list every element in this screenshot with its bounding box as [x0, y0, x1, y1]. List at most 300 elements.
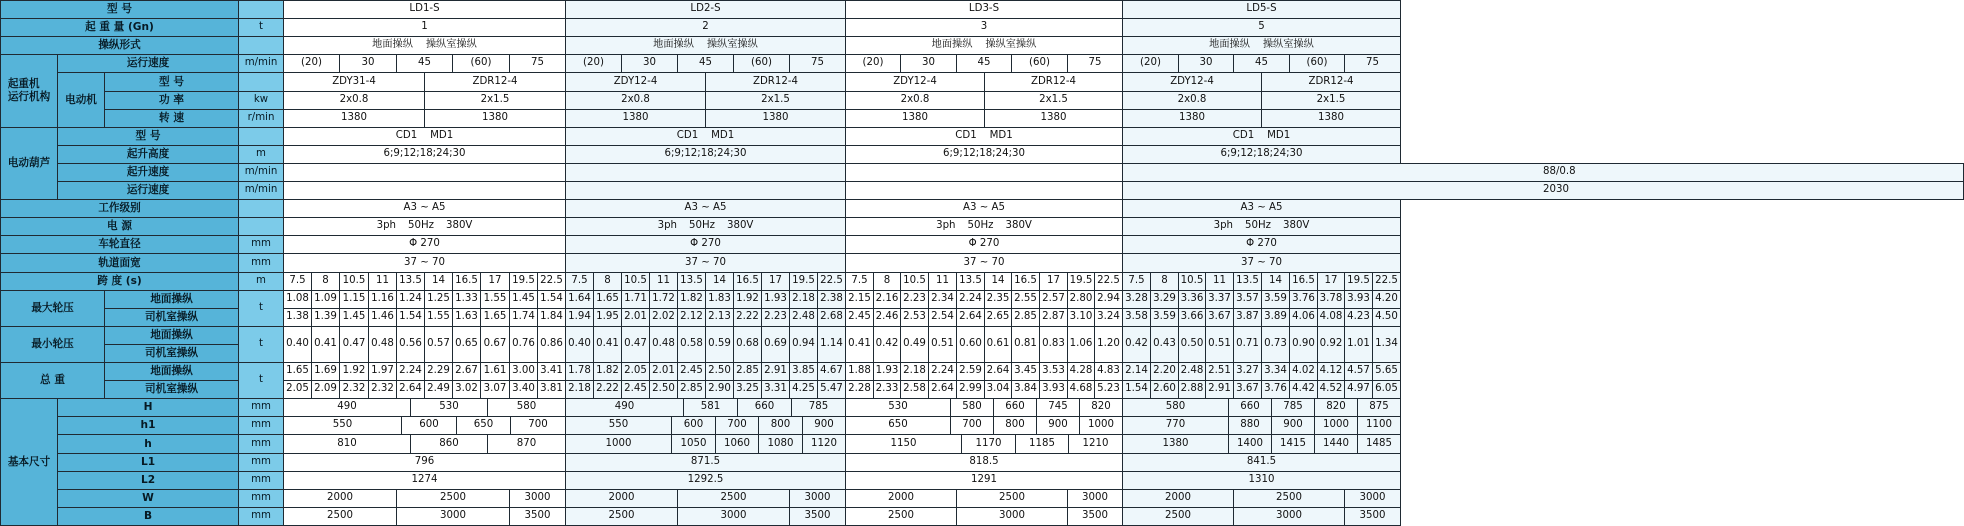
dim-b-2-2: 3500 [1067, 507, 1123, 526]
span-2-0: 7.5 [845, 272, 874, 291]
min-3-4: 0.71 [1233, 326, 1262, 363]
model-2: LD3-S [845, 0, 1123, 19]
weight-cab-2-8: 4.68 [1067, 380, 1095, 399]
weight-ground-3-3: 2.51 [1205, 362, 1234, 381]
span-2-3: 11 [928, 272, 957, 291]
travel-speed-1-1: 30 [621, 54, 678, 73]
motor-speed-label-unit: r/min [238, 109, 284, 128]
max-ground-1-0: 1.64 [565, 290, 594, 309]
min-0-4: 0.56 [396, 326, 425, 363]
span-0-6: 16.5 [452, 272, 481, 291]
dim-unit-6: mm [238, 507, 284, 526]
max-ground-3-6: 3.76 [1289, 290, 1318, 309]
model-label-unit [238, 0, 284, 19]
weight-cab-2-3: 2.64 [928, 380, 957, 399]
weight-cab-1-6: 3.25 [733, 380, 762, 399]
dim-h1-2-2: 800 [993, 416, 1037, 435]
dim-l1-2-0: 818.5 [845, 453, 1123, 472]
dim-w-2-2: 3000 [1067, 489, 1123, 508]
dim-h-2-0: 530 [845, 398, 951, 417]
weight-ground-0-6: 2.67 [452, 362, 481, 381]
weight-ground-1-0: 1.78 [565, 362, 594, 381]
min-2-6: 0.81 [1011, 326, 1040, 363]
max-cab-0-1: 1.39 [311, 308, 340, 327]
wheel-dia-0: Φ 270 [283, 235, 566, 254]
dim-h1-1-4: 900 [802, 416, 846, 435]
max-ground-1-3: 1.72 [649, 290, 678, 309]
span-2-9: 22.5 [1094, 272, 1123, 291]
weight-cab-3-5: 3.76 [1261, 380, 1290, 399]
max-ground-0-4: 1.24 [396, 290, 425, 309]
max-ground-0-5: 1.25 [424, 290, 453, 309]
lift-height-0: 6;9;12;18;24;30 [283, 145, 566, 164]
motor-power-2-1: 2x1.5 [984, 91, 1123, 110]
dim-b-3-0: 2500 [1122, 507, 1234, 526]
max-cab-2-0: 2.45 [845, 308, 874, 327]
hoist-model-3: CD1 MD1 [1122, 127, 1401, 146]
span-3-9: 22.5 [1372, 272, 1401, 291]
control-0: 地面操纵 操纵室操纵 [283, 36, 566, 55]
min-1-4: 0.58 [677, 326, 706, 363]
max-cab-1-1: 1.95 [593, 308, 622, 327]
power-value: 50Hz [967, 220, 994, 232]
motor-model-3-0: ZDY12-4 [1122, 72, 1262, 92]
weight-cab-3-8: 4.97 [1344, 380, 1373, 399]
dim-w-3-1: 2500 [1233, 489, 1345, 508]
weight-cab-0-8: 3.40 [509, 380, 538, 399]
weight-ground-1-3: 2.01 [649, 362, 678, 381]
min-3-3: 0.51 [1205, 326, 1234, 363]
min-wheel-group-unit: t [238, 326, 284, 363]
weight-ground-3-7: 4.12 [1317, 362, 1345, 381]
max-ground-1-9: 2.38 [817, 290, 846, 309]
span-3-4: 13.5 [1233, 272, 1262, 291]
dim-h-1-3: 785 [791, 398, 846, 417]
power-value: 3ph [936, 220, 956, 232]
dim-unit-3: mm [238, 453, 284, 472]
motor-power-0-0: 2x0.8 [283, 91, 425, 110]
weight-cab-3-0: 1.54 [1122, 380, 1151, 399]
weight-ground-2-0: 1.88 [845, 362, 874, 381]
dim-h1-1-2: 700 [715, 416, 759, 435]
speed-label-unit: m/min [238, 54, 284, 73]
span-label-unit: m [238, 272, 284, 291]
dim-w-0-2: 3000 [509, 489, 566, 508]
max-ground-0-7: 1.55 [480, 290, 510, 309]
motor-power-0-1: 2x1.5 [424, 91, 566, 110]
max-ground-0-3: 1.16 [368, 290, 397, 309]
dim-h-1-2: 1060 [715, 434, 759, 454]
dim-b-1-1: 3000 [677, 507, 790, 526]
weight-cab-0-4: 2.64 [396, 380, 425, 399]
dim-h-1-1: 1050 [671, 434, 716, 454]
max-ground-0-6: 1.33 [452, 290, 481, 309]
dim-unit-2: mm [238, 434, 284, 454]
dim-h1-1-3: 800 [758, 416, 803, 435]
dim-h-0-2: 580 [487, 398, 566, 417]
total-weight-group-cab: 司机室操纵 [104, 380, 239, 399]
dim-h-1-0: 490 [565, 398, 684, 417]
power-supply-label: 电 源 [0, 217, 239, 236]
hoist-travel-label: 运行速度 [57, 181, 239, 200]
weight-ground-3-0: 2.14 [1122, 362, 1151, 381]
dim-label-h: h [57, 434, 239, 454]
power-2 [845, 217, 1123, 236]
dim-h-3-4: 875 [1357, 398, 1401, 417]
span-1-0: 7.5 [565, 272, 594, 291]
dim-unit-0: mm [238, 398, 284, 417]
motor-group: 电动机 [57, 72, 105, 128]
lift-speed-label: 起升速度 [57, 163, 239, 182]
span-2-1: 8 [873, 272, 901, 291]
min-0-8: 0.76 [509, 326, 538, 363]
max-ground-1-4: 1.82 [677, 290, 706, 309]
power-value: 50Hz [408, 220, 434, 232]
dim-l2-2-0: 1291 [845, 471, 1123, 490]
travel-speed-3-0: (20) [1122, 54, 1179, 73]
power-0 [283, 217, 566, 236]
weight-ground-2-7: 3.53 [1039, 362, 1068, 381]
max-ground-0-2: 1.15 [339, 290, 369, 309]
weight-ground-0-8: 3.00 [509, 362, 538, 381]
weight-ground-2-6: 3.45 [1011, 362, 1040, 381]
weight-cab-2-5: 3.04 [984, 380, 1012, 399]
dim-b-3-2: 3500 [1344, 507, 1401, 526]
travel-speed-2-1: 30 [900, 54, 957, 73]
dim-b-1-2: 3500 [789, 507, 846, 526]
max-ground-2-7: 2.57 [1039, 290, 1068, 309]
max-cab-1-7: 2.23 [761, 308, 790, 327]
dim-b-1-0: 2500 [565, 507, 678, 526]
max-cab-0-4: 1.54 [396, 308, 425, 327]
control-2: 地面操纵 操纵室操纵 [845, 36, 1123, 55]
dim-h-1-4: 1120 [802, 434, 846, 454]
lift-height-label-unit: m [238, 145, 284, 164]
dim-label-h: H [57, 398, 239, 417]
motor-rpm-1-0: 1380 [565, 109, 706, 128]
travel-speed-0-0: (20) [283, 54, 340, 73]
travel-speed-3-3: (60) [1289, 54, 1345, 73]
weight-cab-3-2: 2.88 [1178, 380, 1206, 399]
hoist-travel-3 [1122, 181, 1964, 200]
dim-h-2-4: 820 [1079, 398, 1123, 417]
travel-speed-3-2: 45 [1233, 54, 1290, 73]
max-ground-2-8: 2.80 [1067, 290, 1095, 309]
max-ground-3-1: 3.29 [1150, 290, 1179, 309]
weight-ground-3-1: 2.20 [1150, 362, 1179, 381]
min-1-8: 0.94 [789, 326, 818, 363]
min-3-7: 0.92 [1317, 326, 1345, 363]
weight-ground-1-2: 2.05 [621, 362, 650, 381]
span-3-8: 19.5 [1344, 272, 1373, 291]
weight-ground-0-9: 3.41 [537, 362, 566, 381]
motor-rpm-0-1: 1380 [424, 109, 566, 128]
dimension-group: 基本尺寸 [0, 398, 58, 526]
max-ground-1-7: 1.93 [761, 290, 790, 309]
weight-ground-3-5: 3.34 [1261, 362, 1290, 381]
max-cab-3-3: 3.67 [1205, 308, 1234, 327]
dim-h-2-2: 1185 [1015, 434, 1069, 454]
dim-h-3-0: 580 [1122, 398, 1229, 417]
hoist-group: 电动葫芦 [0, 127, 58, 200]
max-cab-3-9: 4.50 [1372, 308, 1401, 327]
max-ground-3-0: 3.28 [1122, 290, 1151, 309]
span-3-0: 7.5 [1122, 272, 1151, 291]
max-ground-1-5: 1.83 [705, 290, 734, 309]
dim-h1-3-2: 900 [1271, 416, 1315, 435]
load-0: 1 [283, 18, 566, 37]
lift-speed-3 [1122, 163, 1964, 182]
max-ground-2-3: 2.34 [928, 290, 957, 309]
weight-cab-3-4: 3.67 [1233, 380, 1262, 399]
max-ground-3-7: 3.78 [1317, 290, 1345, 309]
max-cab-3-1: 3.59 [1150, 308, 1179, 327]
span-1-5: 14 [705, 272, 734, 291]
weight-ground-3-6: 4.02 [1289, 362, 1318, 381]
weight-ground-3-9: 5.65 [1372, 362, 1401, 381]
max-cab-1-6: 2.22 [733, 308, 762, 327]
dim-h1-3-3: 1000 [1314, 416, 1358, 435]
weight-cab-3-7: 4.52 [1317, 380, 1345, 399]
weight-cab-0-5: 2.49 [424, 380, 453, 399]
duty-label-unit [238, 199, 284, 218]
travel-speed-2-0: (20) [845, 54, 901, 73]
span-0-8: 19.5 [509, 272, 538, 291]
weight-cab-1-7: 3.31 [761, 380, 790, 399]
dim-h-0-0: 810 [283, 434, 411, 454]
total-weight-group-ground: 地面操纵 [104, 362, 239, 381]
span-3-7: 17 [1317, 272, 1345, 291]
max-ground-3-5: 3.59 [1261, 290, 1290, 309]
weight-ground-2-8: 4.28 [1067, 362, 1095, 381]
weight-ground-2-9: 4.83 [1094, 362, 1123, 381]
duty-3: A3 ~ A5 [1122, 199, 1401, 218]
lift-height-3: 6;9;12;18;24;30 [1122, 145, 1401, 164]
dim-w-1-2: 3000 [789, 489, 846, 508]
motor-model-label-unit [238, 72, 284, 92]
max-ground-2-6: 2.55 [1011, 290, 1040, 309]
span-1-3: 11 [649, 272, 678, 291]
min-1-9: 1.14 [817, 326, 846, 363]
power-value: 50Hz [1245, 220, 1271, 232]
travel-speed-2-2: 45 [956, 54, 1012, 73]
max-ground-0-9: 1.54 [537, 290, 566, 309]
lift-speed-value: 8/0.8 [1549, 166, 1576, 178]
min-1-6: 0.68 [733, 326, 762, 363]
hoist-model-0: CD1 MD1 [283, 127, 566, 146]
weight-cab-1-1: 2.22 [593, 380, 622, 399]
dim-b-0-2: 3500 [509, 507, 566, 526]
span-1-8: 19.5 [789, 272, 818, 291]
min-0-5: 0.57 [424, 326, 453, 363]
min-wheel-group-ground: 地面操纵 [104, 326, 239, 345]
min-3-0: 0.42 [1122, 326, 1151, 363]
weight-ground-0-4: 2.24 [396, 362, 425, 381]
dim-h-0-1: 860 [410, 434, 488, 454]
motor-power-1-0: 2x0.8 [565, 91, 706, 110]
max-cab-3-0: 3.58 [1122, 308, 1151, 327]
motor-rpm-0-0: 1380 [283, 109, 425, 128]
max-ground-1-8: 2.18 [789, 290, 818, 309]
min-2-7: 0.83 [1039, 326, 1068, 363]
dim-h-2-0: 1150 [845, 434, 962, 454]
dim-h-2-1: 580 [950, 398, 994, 417]
motor-model-1-1: ZDR12-4 [705, 72, 846, 92]
weight-ground-2-5: 2.64 [984, 362, 1012, 381]
power-value: 3ph [1213, 220, 1233, 232]
wheel-dia-1: Φ 270 [565, 235, 846, 254]
dim-l2-0-0: 1274 [283, 471, 566, 490]
load-3: 5 [1122, 18, 1401, 37]
weight-ground-1-1: 1.82 [593, 362, 622, 381]
dim-h1-3-1: 880 [1228, 416, 1272, 435]
load-1: 2 [565, 18, 846, 37]
motor-model-0-1: ZDR12-4 [424, 72, 566, 92]
travel-speed-2-4: 75 [1067, 54, 1123, 73]
max-ground-3-2: 3.36 [1178, 290, 1206, 309]
span-1-1: 8 [593, 272, 622, 291]
span-2-4: 13.5 [956, 272, 985, 291]
max-cab-0-7: 1.65 [480, 308, 510, 327]
max-ground-2-1: 2.16 [873, 290, 901, 309]
weight-ground-1-6: 2.85 [733, 362, 762, 381]
dim-h1-1-1: 600 [671, 416, 716, 435]
dim-h-2-3: 1210 [1068, 434, 1123, 454]
dim-l2-3-0: 1310 [1122, 471, 1401, 490]
rail-2: 37 ~ 70 [845, 253, 1123, 273]
wheel-diameter-label: 车轮直径 [0, 235, 239, 254]
dim-h1-2-0: 650 [845, 416, 951, 435]
max-cab-2-7: 2.87 [1039, 308, 1068, 327]
max-cab-1-5: 2.13 [705, 308, 734, 327]
weight-cab-1-9: 5.47 [817, 380, 846, 399]
dim-h1-0-1: 600 [401, 416, 457, 435]
duty-0: A3 ~ A5 [283, 199, 566, 218]
min-3-9: 1.34 [1372, 326, 1401, 363]
weight-ground-1-4: 2.45 [677, 362, 706, 381]
span-2-8: 19.5 [1067, 272, 1095, 291]
span-2-5: 14 [984, 272, 1012, 291]
rail-width-label: 轨道面宽 [0, 253, 239, 273]
min-0-3: 0.48 [368, 326, 397, 363]
min-2-8: 1.06 [1067, 326, 1095, 363]
dim-h-2-2: 660 [993, 398, 1037, 417]
weight-ground-1-9: 4.67 [817, 362, 846, 381]
dim-unit-1: mm [238, 416, 284, 435]
model-3: LD5-S [1122, 0, 1401, 19]
max-cab-3-6: 4.06 [1289, 308, 1318, 327]
dim-h-3-2: 1415 [1271, 434, 1315, 454]
max-ground-1-6: 1.92 [733, 290, 762, 309]
weight-cab-1-5: 2.90 [705, 380, 734, 399]
max-cab-0-6: 1.63 [452, 308, 481, 327]
max-cab-3-5: 3.89 [1261, 308, 1290, 327]
weight-cab-2-4: 2.99 [956, 380, 985, 399]
weight-ground-1-8: 3.85 [789, 362, 818, 381]
span-0-4: 13.5 [396, 272, 425, 291]
span-0-1: 8 [311, 272, 340, 291]
weight-cab-3-6: 4.42 [1289, 380, 1318, 399]
hoist-model-label-unit [238, 127, 284, 146]
span-2-7: 17 [1039, 272, 1068, 291]
max-ground-0-0: 1.08 [283, 290, 312, 309]
min-0-0: 0.40 [283, 326, 312, 363]
dim-h-0-1: 530 [410, 398, 488, 417]
dim-l2-1-0: 1292.5 [565, 471, 846, 490]
max-cab-1-8: 2.48 [789, 308, 818, 327]
dim-h-0-0: 490 [283, 398, 411, 417]
motor-rpm-2-1: 1380 [984, 109, 1123, 128]
motor-model-0-0: ZDY31-4 [283, 72, 425, 92]
motor-power-3-1: 2x1.5 [1261, 91, 1401, 110]
control-label: 操纵形式 [0, 36, 239, 55]
max-wheel-group: 最大轮压 [0, 290, 105, 327]
min-1-7: 0.69 [761, 326, 790, 363]
weight-cab-3-1: 2.60 [1150, 380, 1179, 399]
weight-ground-2-4: 2.59 [956, 362, 985, 381]
max-cab-2-3: 2.54 [928, 308, 957, 327]
motor-speed-label: 转 速 [104, 109, 239, 128]
max-cab-2-8: 3.10 [1067, 308, 1095, 327]
span-1-2: 10.5 [621, 272, 650, 291]
weight-cab-1-4: 2.85 [677, 380, 706, 399]
power-value: 380V [445, 220, 473, 232]
min-2-9: 1.20 [1094, 326, 1123, 363]
max-cab-2-5: 2.65 [984, 308, 1012, 327]
motor-power-label-unit: kw [238, 91, 284, 110]
span-0-2: 10.5 [339, 272, 369, 291]
power-value: 380V [726, 220, 754, 232]
motor-model-1-0: ZDY12-4 [565, 72, 706, 92]
dim-h-3-1: 1400 [1228, 434, 1272, 454]
rail-1: 37 ~ 70 [565, 253, 846, 273]
max-cab-0-2: 1.45 [339, 308, 369, 327]
dim-h1-3-4: 1100 [1357, 416, 1401, 435]
min-wheel-group: 最小轮压 [0, 326, 105, 363]
weight-cab-0-0: 2.05 [283, 380, 312, 399]
motor-model-3-1: ZDR12-4 [1261, 72, 1401, 92]
model-0: LD1-S [283, 0, 566, 19]
dim-h-2-3: 745 [1036, 398, 1080, 417]
max-ground-1-1: 1.65 [593, 290, 622, 309]
min-3-8: 1.01 [1344, 326, 1373, 363]
max-cab-2-4: 2.64 [956, 308, 985, 327]
min-1-5: 0.59 [705, 326, 734, 363]
weight-cab-0-9: 3.81 [537, 380, 566, 399]
weight-ground-2-2: 2.18 [900, 362, 929, 381]
dim-unit-4: mm [238, 471, 284, 490]
weight-cab-1-3: 2.50 [649, 380, 678, 399]
min-0-7: 0.67 [480, 326, 510, 363]
max-cab-2-9: 3.24 [1094, 308, 1123, 327]
power-value: 3ph [376, 220, 396, 232]
lift-speed-label-unit: m/min [238, 163, 284, 182]
hoist-travel-value: 20 [1543, 184, 1556, 196]
weight-ground-3-4: 3.27 [1233, 362, 1262, 381]
dim-h-3-3: 820 [1314, 398, 1358, 417]
dim-w-3-0: 2000 [1122, 489, 1234, 508]
max-cab-2-6: 2.85 [1011, 308, 1040, 327]
travel-speed-1-0: (20) [565, 54, 622, 73]
power-value: 380V [1005, 220, 1032, 232]
travel-speed-3-1: 30 [1178, 54, 1234, 73]
span-2-6: 16.5 [1011, 272, 1040, 291]
power-value: 50Hz [689, 220, 715, 232]
max-cab-1-0: 1.94 [565, 308, 594, 327]
dim-h1-2-4: 1000 [1079, 416, 1123, 435]
weight-cab-1-8: 4.25 [789, 380, 818, 399]
max-cab-0-3: 1.46 [368, 308, 397, 327]
